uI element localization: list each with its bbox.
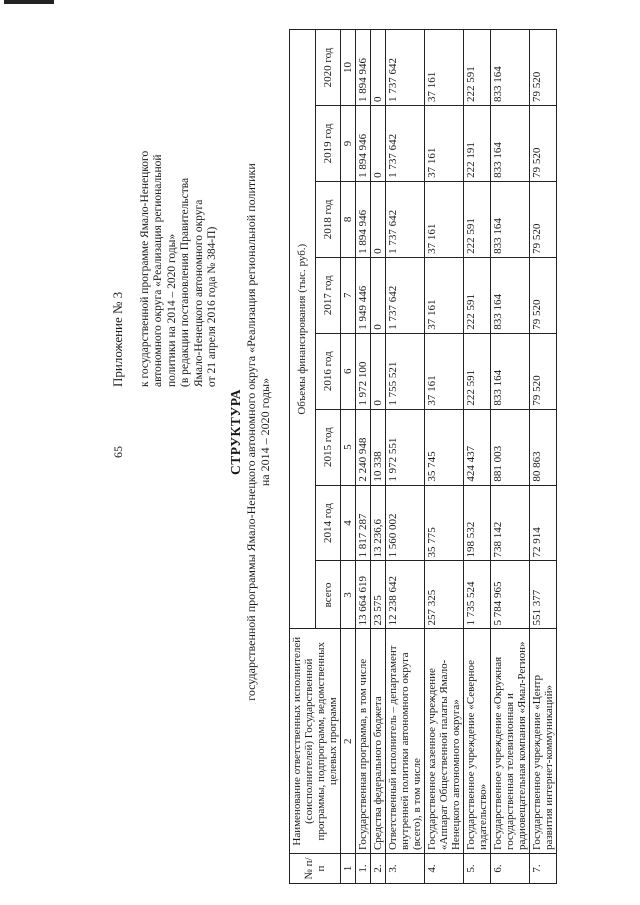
- row-name: Государственное учреждение «Окружная государственная телевизионная и радиовещательная компания «Ямал-Регион»: [491, 629, 530, 854]
- table-row: [425, 30, 464, 884]
- row-year-value: 2 240 948: [356, 409, 371, 485]
- table-row: [371, 30, 386, 884]
- header-year: 2020 год: [315, 30, 341, 106]
- row-year-value: 37 161: [425, 181, 464, 257]
- row-year-value: 79 520: [530, 105, 557, 181]
- financing-table: [289, 29, 557, 884]
- row-year-value: 1 755 521: [386, 333, 425, 409]
- row-total: 551 377: [530, 561, 557, 629]
- row-year-value: 1 737 642: [386, 257, 425, 333]
- table-row: [464, 30, 491, 884]
- row-year-value: 198 532: [464, 485, 491, 561]
- row-year-value: 79 520: [530, 257, 557, 333]
- row-year-value: 1 972 551: [386, 409, 425, 485]
- row-total: 257 325: [425, 561, 464, 629]
- header-year: 2015 год: [315, 409, 341, 485]
- row-year-value: 833 164: [491, 333, 530, 409]
- row-year-value: 1 560 002: [386, 485, 425, 561]
- header-volumes: Объемы финансирования (тыс. руб.): [290, 30, 316, 629]
- row-year-value: 72 914: [530, 485, 557, 561]
- row-year-value: 833 164: [491, 257, 530, 333]
- index-cell: 5: [341, 409, 356, 485]
- row-year-value: 79 520: [530, 30, 557, 106]
- row-year-value: 1 737 642: [386, 30, 425, 106]
- row-year-value: 1 972 100: [356, 333, 371, 409]
- row-year-value: 13 236,6: [371, 485, 386, 561]
- page-number: 65: [111, 446, 125, 458]
- row-year-value: 37 161: [425, 257, 464, 333]
- row-year-value: 1 894 946: [356, 30, 371, 106]
- row-name: Средства федерального бюджета: [371, 629, 386, 854]
- row-year-value: 833 164: [491, 105, 530, 181]
- row-number: 1.: [356, 854, 371, 884]
- row-year-value: 0: [371, 181, 386, 257]
- document-heading: [228, 32, 272, 832]
- index-cell: 4: [341, 485, 356, 561]
- row-year-value: 1 894 946: [356, 181, 371, 257]
- appendix-line: Ямало-Ненецкого автономного округа: [192, 199, 205, 387]
- heading-title: СТРУКТУРА: [228, 388, 243, 476]
- row-year-value: 37 161: [425, 333, 464, 409]
- header-row: [290, 30, 316, 884]
- row-year-value: 1 737 642: [386, 181, 425, 257]
- row-number: 7.: [530, 854, 557, 884]
- row-number: 2.: [371, 854, 386, 884]
- index-cell: 6: [341, 333, 356, 409]
- row-year-value: 35 775: [425, 485, 464, 561]
- row-year-value: 1 737 642: [386, 105, 425, 181]
- header-num: № п/п: [290, 854, 341, 884]
- row-year-value: 833 164: [491, 30, 530, 106]
- row-total: 1 735 524: [464, 561, 491, 629]
- row-number: 6.: [491, 854, 530, 884]
- appendix-line: к государственной программе Ямало-Ненецкого: [138, 150, 151, 387]
- row-year-value: 222 591: [464, 30, 491, 106]
- row-name: Государственное казенное учреждение «Аппарат Общественной палаты Ямало-Ненецкого автономного округа»: [425, 629, 464, 854]
- index-cell: 1: [341, 854, 356, 884]
- row-year-value: 222 591: [464, 181, 491, 257]
- index-cell: 8: [341, 181, 356, 257]
- row-year-value: 0: [371, 105, 386, 181]
- heading-line: государственной программы Ямало-Ненецкого автономного округа «Реализация региональной политики: [244, 163, 258, 701]
- row-year-value: 222 591: [464, 257, 491, 333]
- row-year-value: 222 591: [464, 333, 491, 409]
- row-year-value: 0: [371, 257, 386, 333]
- row-number: 5.: [464, 854, 491, 884]
- row-year-value: 1 894 946: [356, 105, 371, 181]
- row-name: Государственная программа, в том числе: [356, 629, 371, 854]
- header-year: 2014 год: [315, 485, 341, 561]
- header-year: 2019 год: [315, 105, 341, 181]
- row-total: 5 784 965: [491, 561, 530, 629]
- header-year: 2017 год: [315, 257, 341, 333]
- appendix-block: [111, 87, 220, 387]
- row-total: 13 664 619: [356, 561, 371, 629]
- table-row: [530, 30, 557, 884]
- row-year-value: 424 437: [464, 409, 491, 485]
- row-name: Ответственный исполнитель – департамент внутренней политики автономного округа (всего), в том числе: [386, 629, 425, 854]
- row-year-value: 0: [371, 333, 386, 409]
- index-cell: 7: [341, 257, 356, 333]
- row-name: Государственное учреждение «Северное издательство»: [464, 629, 491, 854]
- index-row: [341, 30, 356, 884]
- header-year: 2016 год: [315, 333, 341, 409]
- appendix-title: Приложение № 3: [110, 291, 125, 387]
- row-year-value: 1 949 446: [356, 257, 371, 333]
- header-year: 2018 год: [315, 181, 341, 257]
- row-year-value: 738 142: [491, 485, 530, 561]
- appendix-line: (в редакции постановления Правительства: [179, 177, 191, 387]
- row-total: 23 575: [371, 561, 386, 629]
- appendix-line: от 21 апреля 2016 года № 384-П): [206, 226, 218, 387]
- table-row: [356, 30, 371, 884]
- header-name: Наименование ответственных исполнителей (соисполнителей) Государственной программы, подпрограмм, ведомственных целевых программ: [290, 629, 341, 854]
- table-row: [491, 30, 530, 884]
- appendix-line: политики на 2014 – 2020 годы»: [165, 233, 178, 387]
- appendix-line: автономного округа «Реализация региональной: [152, 154, 164, 387]
- index-cell: 10: [341, 30, 356, 106]
- scan-edge-mark: [4, 0, 54, 4]
- heading-line: на 2014 – 2020 годы»: [258, 377, 272, 487]
- header-total: всего: [315, 561, 341, 629]
- row-year-value: 1 817 287: [356, 485, 371, 561]
- index-cell: 9: [341, 105, 356, 181]
- row-year-value: 79 520: [530, 333, 557, 409]
- row-year-value: 35 745: [425, 409, 464, 485]
- row-year-value: 37 161: [425, 105, 464, 181]
- index-cell: 3: [341, 561, 356, 629]
- row-year-value: 79 520: [530, 181, 557, 257]
- row-year-value: 833 164: [491, 181, 530, 257]
- row-number: 3.: [386, 854, 425, 884]
- row-name: Государственное учреждение «Центр развития интернет-коммуникаций»: [530, 629, 557, 854]
- row-year-value: 10 338: [371, 409, 386, 485]
- row-year-value: 881 003: [491, 409, 530, 485]
- row-year-value: 80 863: [530, 409, 557, 485]
- row-year-value: 222 191: [464, 105, 491, 181]
- row-year-value: 0: [371, 30, 386, 106]
- row-total: 12 238 642: [386, 561, 425, 629]
- rotated-sheet: [16, 12, 616, 892]
- row-year-value: 37 161: [425, 30, 464, 106]
- table-row: [386, 30, 425, 884]
- row-number: 4.: [425, 854, 464, 884]
- index-cell: 2: [341, 629, 356, 854]
